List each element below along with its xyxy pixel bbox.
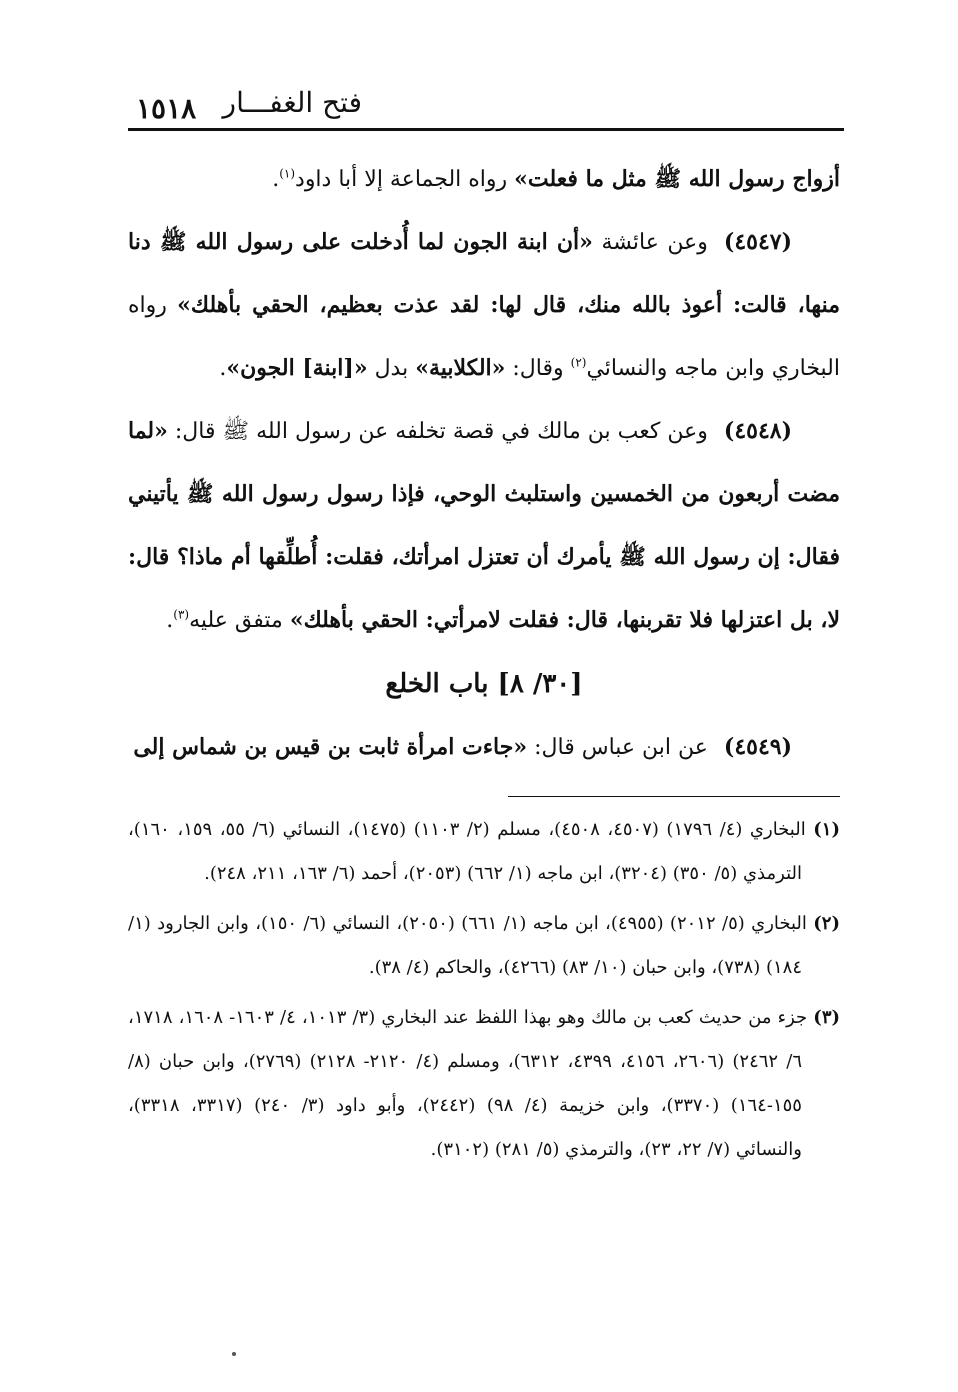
text-segment: «لما مضت أربعون من الخمسين واستلبث الوحي، فإذا رسول رسول الله ﷺ يأتيني فقال: إن رسول الله ﷺ يأمرك أن تعتزل امرأتك، فقلت: أُطلِّقها أم ماذا؟ قال: لا، بل اعتزلها فلا تقربنها، قال: فقلت لامرأتي: الحقي بأهلك»: [128, 418, 841, 633]
page-number: ١٥١٨: [136, 92, 197, 125]
footnote: [128, 808, 840, 896]
text-segment: عن ابن عباس قال:: [527, 735, 708, 760]
text-segment: أزواج رسول الله ﷺ مثل ما فعلت»: [514, 166, 840, 192]
text-segment: بدل: [367, 356, 416, 381]
paragraph-continuation: [128, 148, 840, 211]
text-segment: وقال:: [505, 356, 571, 381]
footnote-ref[interactable]: (٣): [173, 607, 190, 622]
page-header: [128, 84, 844, 128]
text-segment: وعن كعب بن مالك في قصة تخلفه عن رسول الله ﷺ قال:: [167, 419, 708, 444]
text-segment: رواه الجماعة إلا أبا داود: [295, 167, 515, 192]
text-segment: .: [272, 167, 280, 192]
text-segment: رواه البخاري وابن ماجه والنسائي: [128, 293, 840, 381]
footnote-mark: (٣): [813, 1007, 841, 1028]
footnote-text: جزء من حديث كعب بن مالك وهو بهذا اللفظ عند البخاري (٣/ ١٠١٣، ٤/ ١٦٠٣- ١٦٠٨، ١٧١٨، ٦/ ٢٤٦٢) (٢٦٠٦، ٤١٥٦، ٤٣٩٩، ٦٣١٢)، ومسلم (٤/ ٢١٢٠- ٢١٢٨) (٢٧٦٩)، وابن حبان (٨/ ١٥٥-١٦٤) (٣٣٧٠)، وابن خزيمة (٤/ ٩٨) (٢٤٤٢)، وأبو داود (٣/ ٢٤٠) (٣٣١٧، ٣٣١٨)، والنسائي (٧/ ٢٢، ٢٣)، والترمذي (٥/ ٢٨١) (٣١٠٢).: [128, 1007, 808, 1160]
footnote-ref[interactable]: (١): [279, 166, 296, 181]
footnote-separator: [508, 796, 840, 797]
text-segment: «الكلابية»: [415, 355, 506, 381]
footnote-text: البخاري (٤/ ١٧٩٦) (٤٥٠٧، ٤٥٠٨)، مسلم (٢/ ١١٠٣) (١٤٧٥)، النسائي (٦/ ٥٥، ١٥٩، ١٦٠)، الترمذي (٥/ ٣٥٠) (٣٢٠٤)، ابن ماجه (١/ ٦٦٢) (٢٠٥٣)، أحمد (٦/ ١٦٣، ٢١١، ٢٤٨).: [128, 819, 806, 884]
footnote-ref[interactable]: (٢): [570, 355, 587, 370]
footnote: [128, 996, 840, 1172]
hadith-number: (٤٥٤٩): [723, 734, 792, 760]
scan-speck: [232, 1352, 236, 1356]
footnote-mark: (٢): [813, 913, 840, 934]
text-segment: .: [219, 356, 227, 381]
text-segment: وعن عائشة: [592, 230, 708, 255]
header-rule: [128, 128, 844, 131]
hadith-number: (٤٥٤٧): [723, 229, 792, 255]
hadith-number: (٤٥٤٨): [723, 418, 792, 444]
footnote: [128, 902, 840, 990]
text-segment: «أن ابنة الجون لما أُدخلت على رسول الله ﷺ دنا منها، قالت: أعوذ بالله منك، قال لها: لقد عذت بعظيم، الحقي بأهلك»: [128, 229, 840, 318]
text-segment: «[ابنة] الجون»: [226, 355, 368, 381]
hadith-4547: [128, 211, 840, 400]
running-title: فتح الغفـــار: [222, 86, 362, 119]
text-segment: متفق عليه: [189, 608, 290, 633]
footnotes: [128, 808, 840, 1178]
hadith-4548: [128, 400, 840, 652]
text-segment: .: [166, 608, 174, 633]
section-heading: [٣٠/ ٨] باب الخلع: [385, 669, 583, 699]
text-segment: «جاءت امرأة ثابت بن قيس بن شماس إلى: [133, 734, 528, 760]
hadith-4549: [128, 716, 840, 779]
main-text: [128, 148, 840, 779]
footnote-text: البخاري (٥/ ٢٠١٢) (٤٩٥٥)، ابن ماجه (١/ ٦٦١) (٢٠٥٠)، النسائي (٦/ ١٥٠)، وابن الجارود (١/ ١٨٤) (٧٣٨)، وابن حبان (١٠/ ٨٣) (٤٢٦٦)، والحاكم (٤/ ٣٨).: [128, 913, 807, 978]
footnote-mark: (١): [813, 819, 840, 840]
